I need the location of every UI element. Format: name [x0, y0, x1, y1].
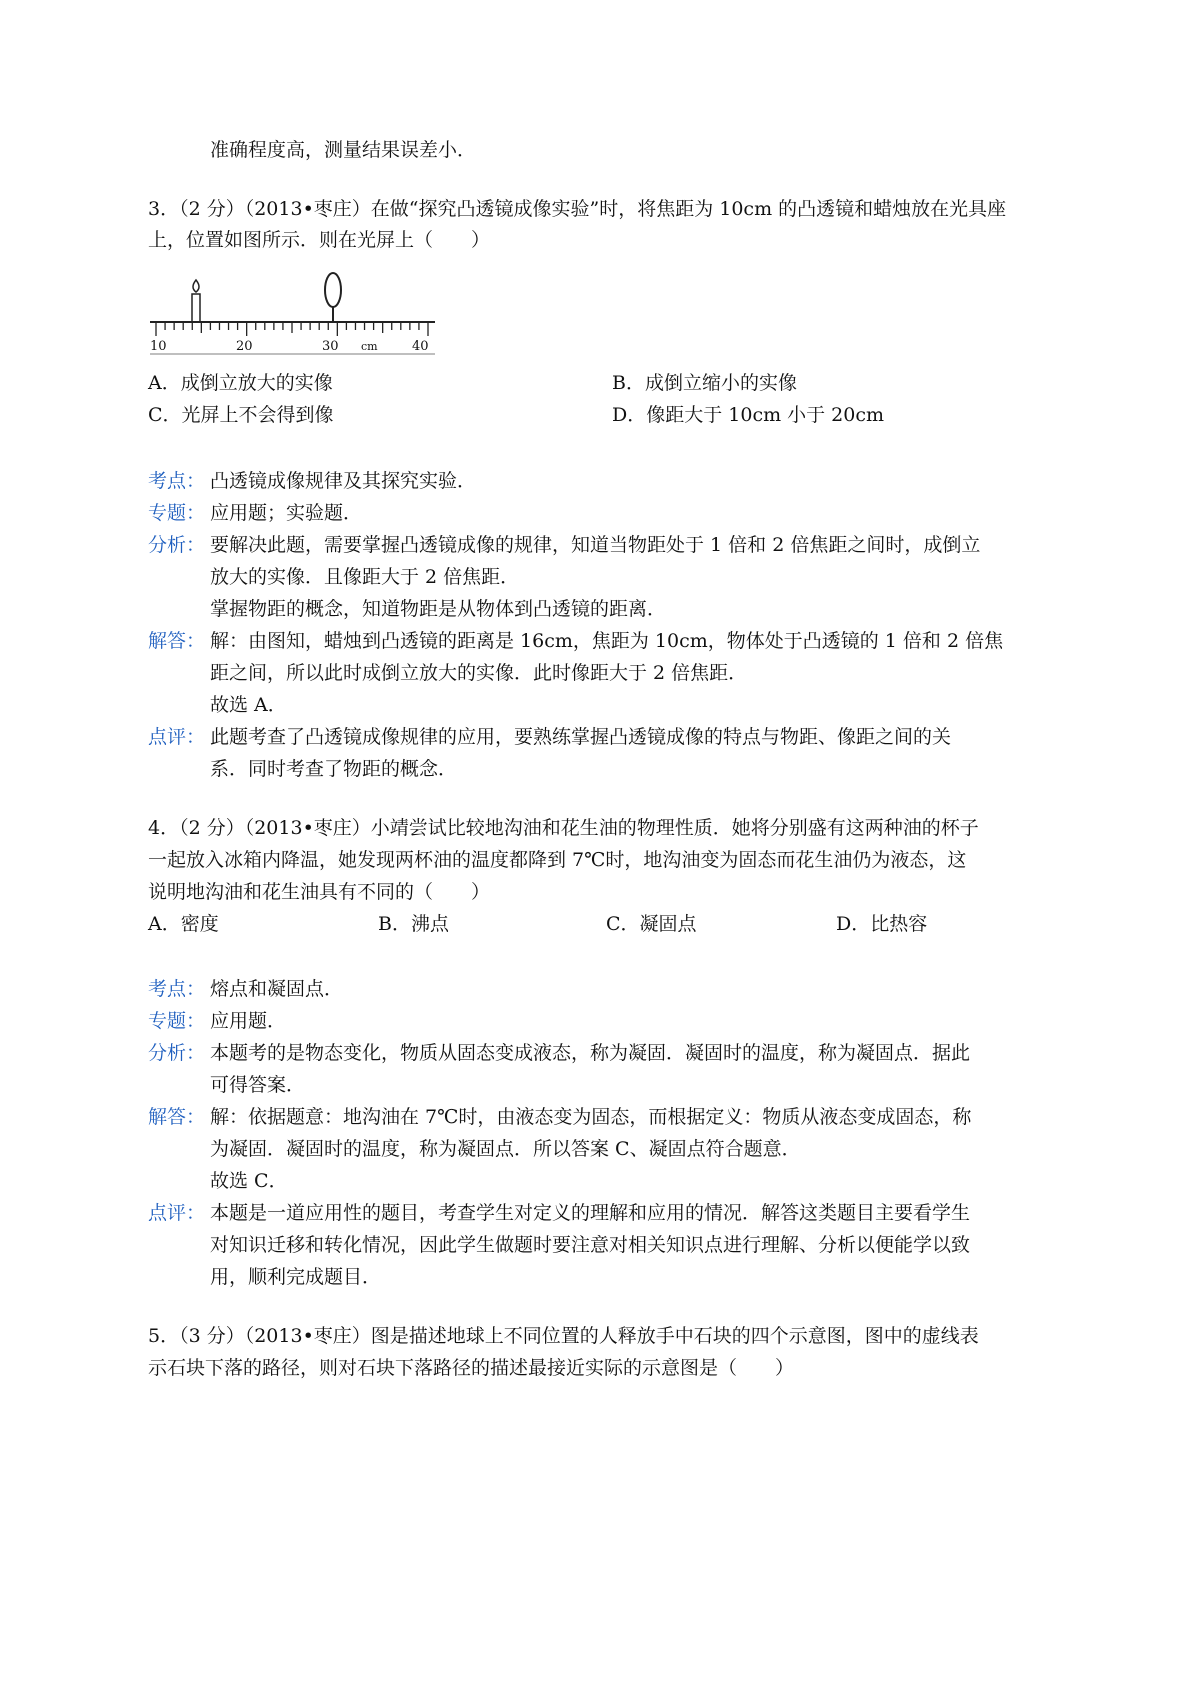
q3-option-a[interactable]: A．成倒立放大的实像	[148, 372, 333, 394]
q4-jieda-line-3: 故选 C．	[210, 1170, 288, 1192]
q4-dianping-line-2: 对知识迁移和转化情况，因此学生做题时要注意对相关知识点进行理解、分析以便能学以致	[210, 1234, 971, 1256]
q3-fenxi-line-3: 掌握物距的概念，知道物距是从物体到凸透镜的距离．	[210, 598, 667, 620]
q3-kaodian-label: 考点：	[148, 470, 206, 492]
q3-zhuanti-text: 应用题；实验题．	[210, 502, 363, 524]
tick-label-30: 30	[322, 339, 339, 354]
q3-zhuanti-label: 专题：	[148, 502, 206, 524]
q4-stem-line-1: 4．（2 分）（2013•枣庄）小靖尝试比较地沟油和花生油的物理性质．她将分别盛有这两种油的杯子	[148, 817, 979, 839]
q3-jieda-line-3: 故选 A．	[210, 694, 287, 716]
q3-jieda-line-2: 距之间，所以此时成倒立放大的实像．此时像距大于 2 倍焦距．	[210, 662, 748, 684]
q3-option-d[interactable]: D．像距大于 10cm 小于 20cm	[612, 404, 885, 426]
q4-dianping-label: 点评：	[148, 1202, 206, 1224]
q3-dianping-label: 点评：	[148, 726, 206, 748]
q3-fenxi-line-1: 要解决此题，需要掌握凸透镜成像的规律，知道当物距处于 1 倍和 2 倍焦距之间时，成倒立	[210, 534, 981, 556]
convex-lens-icon	[325, 273, 341, 322]
q3-dianping-line-1: 此题考查了凸透镜成像规律的应用，要熟练掌握凸透镜成像的特点与物距、像距之间的关	[210, 726, 952, 748]
q4-zhuanti-label: 专题：	[148, 1010, 206, 1032]
q4-option-a[interactable]: A．密度	[148, 913, 219, 935]
tick-label-40: 40	[412, 339, 429, 354]
q4-option-c[interactable]: C．凝固点	[606, 913, 697, 935]
q3-jieda-line-1: 解：由图知，蜡烛到凸透镜的距离是 16cm，焦距为 10cm，物体处于凸透镜的 1 倍和 2 倍焦	[210, 630, 1004, 652]
tick-label-unit: cm	[361, 340, 378, 353]
tick-label-20: 20	[236, 339, 253, 354]
q3-dianping-line-2: 系．同时考查了物距的概念．	[210, 758, 458, 780]
candle-icon	[192, 280, 200, 322]
continued-text: 准确程度高，测量结果误差小．	[210, 139, 477, 161]
q3-stem-line-2: 上，位置如图所示．则在光屏上（ ）	[148, 229, 491, 251]
q3-option-b[interactable]: B．成倒立缩小的实像	[612, 372, 797, 394]
q4-dianping-line-1: 本题是一道应用性的题目，考查学生对定义的理解和应用的情况．解答这类题目主要看学生	[210, 1202, 971, 1224]
q5-stem-line-1: 5．（3 分）（2013•枣庄）图是描述地球上不同位置的人释放手中石块的四个示意图，图中的虚线表	[148, 1325, 979, 1347]
tick-label-10: 10	[150, 339, 167, 354]
q4-jieda-line-2: 为凝固．凝固时的温度，称为凝固点．所以答案 C、凝固点符合题意．	[210, 1138, 801, 1160]
q3-option-c[interactable]: C．光屏上不会得到像	[148, 404, 334, 426]
q4-option-d[interactable]: D．比热容	[836, 913, 928, 935]
q4-stem-line-2: 一起放入冰箱内降温，她发现两杯油的温度都降到 7℃时，地沟油变为固态而花生油仍为液态，这	[148, 849, 967, 871]
q3-fenxi-line-2: 放大的实像．且像距大于 2 倍焦距．	[210, 566, 520, 588]
q4-fenxi-line-1: 本题考的是物态变化，物质从固态变成液态，称为凝固．凝固时的温度，称为凝固点．据此	[210, 1042, 971, 1064]
q3-jieda-label: 解答：	[148, 630, 206, 652]
q4-stem-line-3: 说明地沟油和花生油具有不同的（ ）	[148, 881, 491, 903]
q4-jieda-line-1: 解：依据题意：地沟油在 7℃时，由液态变为固态，而根据定义：物质从液态变成固态，称	[210, 1106, 972, 1128]
q3-kaodian-text: 凸透镜成像规律及其探究实验．	[210, 470, 477, 492]
q4-option-b[interactable]: B．沸点	[378, 913, 449, 935]
q3-stem-line-1: 3．（2 分）（2013•枣庄）在做“探究凸透镜成像实验”时，将焦距为 10cm 的凸透镜和蜡烛放在光具座	[148, 198, 1007, 220]
q5-stem-line-2: 示石块下落的路径，则对石块下落路径的描述最接近实际的示意图是（ ）	[148, 1357, 795, 1379]
q4-zhuanti-text: 应用题．	[210, 1010, 287, 1032]
q4-kaodian-label: 考点：	[148, 978, 206, 1000]
optical-bench-figure	[148, 272, 438, 362]
q4-dianping-line-3: 用，顺利完成题目．	[210, 1266, 382, 1288]
q4-fenxi-label: 分析：	[148, 1042, 206, 1064]
q4-jieda-label: 解答：	[148, 1106, 206, 1128]
q3-fenxi-label: 分析：	[148, 534, 206, 556]
q4-fenxi-line-2: 可得答案．	[210, 1074, 306, 1096]
q4-kaodian-text: 熔点和凝固点．	[210, 978, 344, 1000]
ruler-scale	[150, 322, 435, 354]
